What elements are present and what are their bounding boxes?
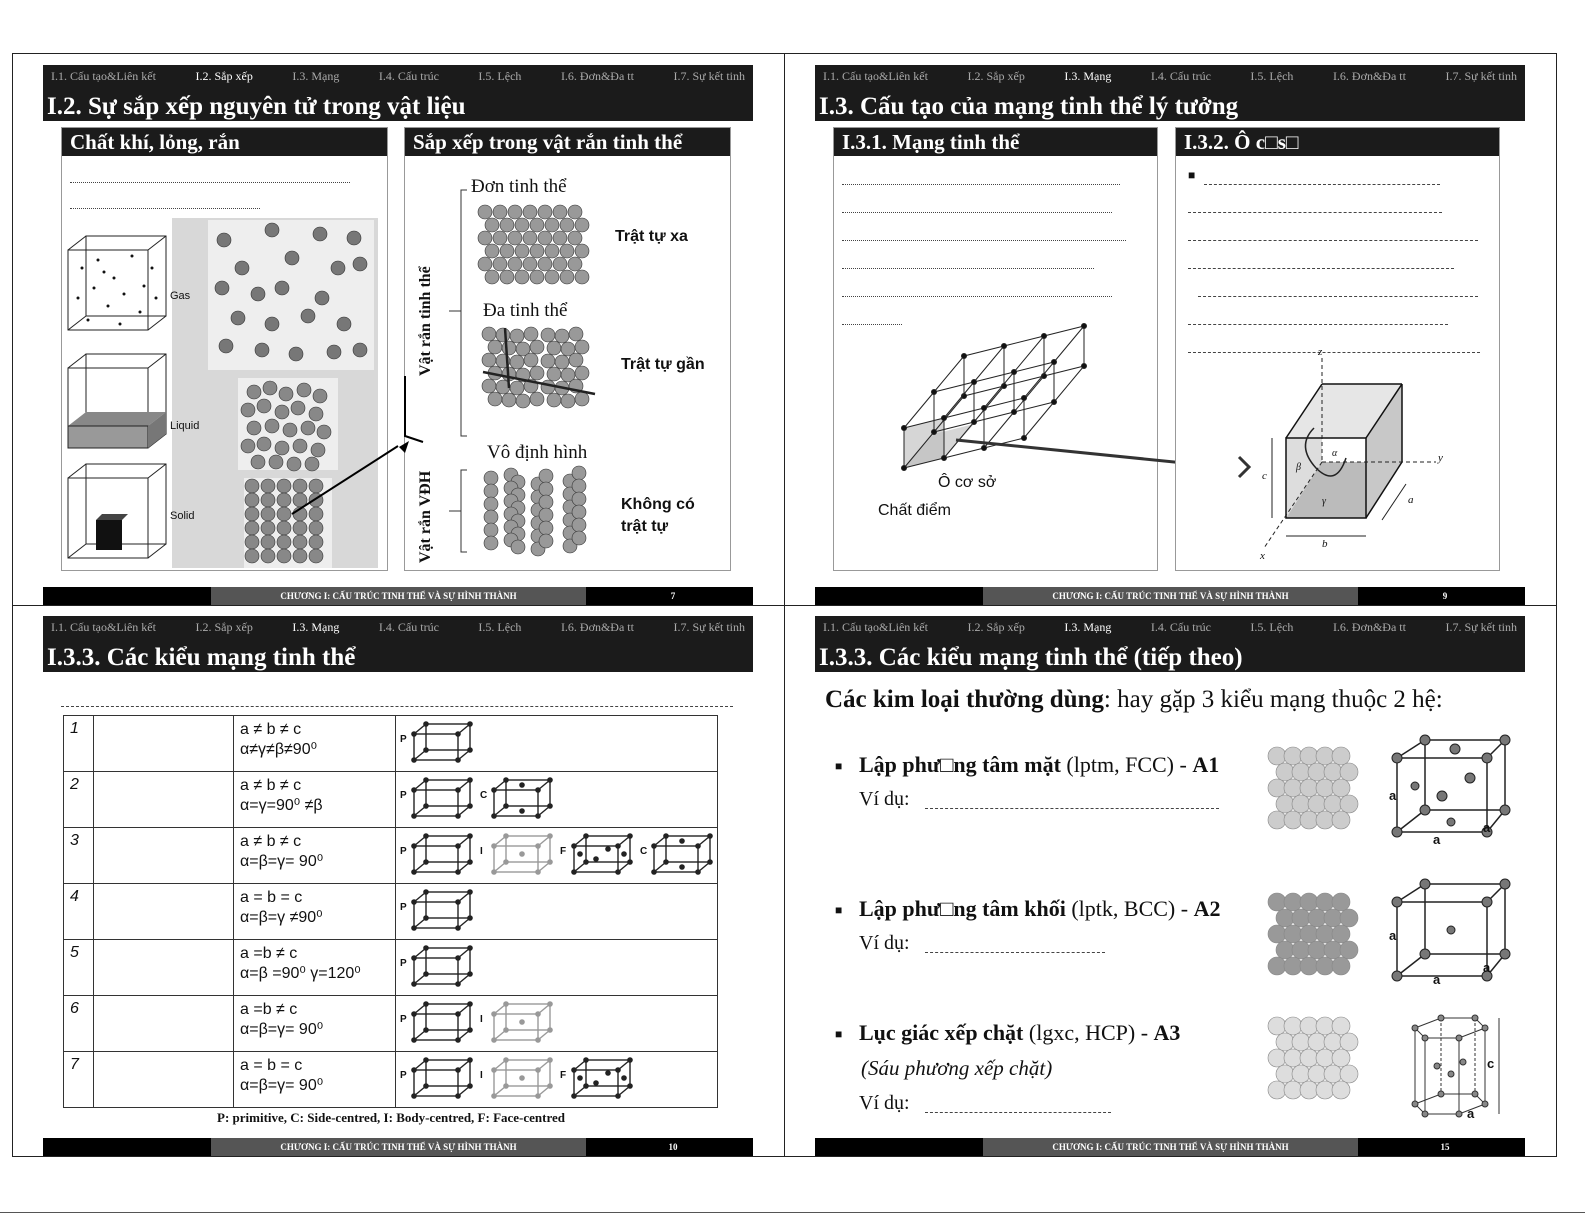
row-number: 3 [64,828,94,884]
panel-heading: Chất khí, lỏng, rắn [62,128,387,156]
system-cell [94,884,234,940]
page-number: 10 [668,1142,678,1152]
angle-label: β [1296,462,1301,473]
system-cell [94,828,234,884]
unit-cell-diagram [1176,128,1501,572]
parameters-cell [234,940,396,996]
axis-label: a [1408,494,1414,506]
unit-cell-icon [410,944,474,992]
edge-relation: a =b ≠ c [240,945,298,962]
table-row [64,772,718,828]
lattice-item: Lập phư□ng tâm mặt (lptm, FCC) - A1 [859,752,1220,777]
state-label: Gas [170,290,191,302]
lattice-item: Lập phư□ng tâm khối (lptk, BCC) - A2 [859,896,1221,921]
nav-item[interactable]: I.4. Cấu trúc [1150,619,1211,634]
system-cell [94,940,234,996]
intro-rest: : hay gặp 3 kiểu mạng thuộc 2 hệ: [1103,686,1443,713]
unit-cell-icon [570,832,634,880]
page-bottom-rule [0,1212,1585,1213]
nav-item[interactable]: I.3. Mạng [292,68,340,83]
bravais-cells-cell [396,996,718,1052]
panel-heading: I.3.1. Mạng tinh thể [834,128,1157,156]
bravais-cells-cell [396,716,718,772]
bravais-type-label: C [480,790,488,801]
crystal-panel [404,127,731,571]
bravais-type-label: C [640,846,648,857]
edge-relation: a = b = c [240,1057,303,1074]
nav-item[interactable]: I.7. Sự kết tinh [1445,619,1517,634]
lattice-systems-table [63,715,718,1108]
example-label: Ví dụ: [859,788,910,810]
state-label: Liquid [170,420,200,432]
system-cell [94,996,234,1052]
unit-cell-icon [410,1056,474,1104]
nav-item[interactable]: I.2. Sắp xếp [195,619,253,634]
axis-label: a [1433,972,1441,987]
nav-item[interactable]: I.1. Cấu tạo&Liên kết [51,68,156,83]
page-number: 7 [670,591,676,601]
table-row [64,884,718,940]
page-number: 9 [1442,591,1448,601]
axis-label: a [1467,1106,1475,1121]
angle-relation: α=β=γ= 90⁰ [240,853,324,870]
lattice-item: Lục giác xếp chặt (lgxc, HCP) - A3 [859,1020,1181,1045]
angle-relation: α≠γ≠β≠90⁰ [240,741,318,758]
panel-heading: Sắp xếp trong vật rắn tinh thể [405,128,730,156]
bravais-type-label: P [400,958,407,969]
slide-title: I.3.3. Các kiểu mạng tinh thể [43,638,753,672]
bravais-type-label: P [400,1014,407,1025]
bravais-type-label: P [400,734,407,745]
bravais-cell [400,944,476,992]
row-name: Vô định hình [487,442,588,463]
axis-label: c [1262,470,1267,482]
edge-relation: a =b ≠ c [240,1001,298,1018]
table-row [64,996,718,1052]
system-cell [94,772,234,828]
slide-title: I.2. Sự sắp xếp nguyên tử trong vật liệu [43,87,753,121]
axis-label: a [1483,960,1491,975]
bullet-icon: ■ [835,1027,843,1041]
bravais-type-label: F [560,1070,567,1081]
edge-relation: a = b = c [240,889,303,906]
unit-cell-icon [410,1000,474,1048]
nav-item[interactable]: I.6. Đơn&Đa tt [560,619,634,634]
nav-item[interactable]: I.1. Cấu tạo&Liên kết [823,619,928,634]
nav-item[interactable]: I.3. Mạng [292,619,340,634]
axis-label: y [1438,452,1443,464]
axis-label: a [1433,832,1441,847]
bravais-cells-cell [396,940,718,996]
angle-relation: α=β=γ= 90⁰ [240,1077,324,1094]
bravais-cell [560,1056,636,1104]
unit-cell-icon [490,1056,554,1104]
slide-7 [43,65,753,605]
bullet-icon: ■ [835,903,843,917]
table-legend: P: primitive, C: Side-centred, I: Body-centred, F: Face-centred [217,1110,566,1125]
axis-label: c [1487,1056,1495,1071]
angle-label: γ [1322,496,1326,507]
nav-item[interactable]: I.4. Cấu trúc [1150,68,1211,83]
bravais-type-label: P [400,1070,407,1081]
slide-9 [815,65,1525,605]
system-cell [94,716,234,772]
unit-cell-panel [1175,127,1500,571]
footer-title: CHƯƠNG I: CẤU TRÚC TINH THỂ VÀ SỰ HÌNH THÀNH [983,1138,1358,1156]
nav-item[interactable]: I.2. Sắp xếp [195,68,253,83]
page-number: 15 [1440,1142,1450,1152]
bullet-icon: ■ [1188,168,1196,182]
nav-item[interactable]: I.1. Cấu tạo&Liên kết [51,619,156,634]
bravais-cells-cell [396,1052,718,1108]
bravais-cells-cell [396,884,718,940]
order-label: trật tự [621,518,669,535]
table-row [64,828,718,884]
bravais-cell [400,720,476,768]
slide-title: I.3. Cấu tạo của mạng tinh thể lý tưởng [815,87,1525,121]
arrow-icon [1233,455,1263,485]
slide-10 [43,616,753,1156]
slide-nav [815,65,1525,87]
bravais-cells-cell [396,772,718,828]
unit-cell-icon [410,776,474,824]
unit-cell-icon [410,832,474,880]
axis-label: z [1318,346,1323,358]
bravais-type-label: I [480,1070,483,1081]
nav-item[interactable]: I.5. Lệch [478,619,522,634]
nav-item[interactable]: I.6. Đơn&Đa tt [560,68,634,83]
unit-cell-icon [490,832,554,880]
axis-label: a [1389,928,1397,943]
amorphous-side-label: Vật rắn VĐH [417,470,434,563]
dashed-rule [61,706,733,707]
bravais-cells-cell [396,828,718,884]
unit-cell-icon [410,720,474,768]
unit-cell-icon [410,888,474,936]
bravais-cell [640,832,716,880]
slide-15 [815,616,1525,1156]
row-number: 4 [64,884,94,940]
cell-label: Ô cơ sở [938,474,997,491]
unit-cell-icon [490,776,554,824]
bravais-cell [560,832,636,880]
nav-item[interactable]: I.5. Lệch [1250,68,1294,83]
bravais-type-label: I [480,846,483,857]
states-illustration [62,128,389,572]
edge-relation: a ≠ b ≠ c [240,721,302,738]
angle-relation: α=γ=90⁰ ≠β [240,797,323,814]
example-label: Ví dụ: [859,1092,910,1114]
row-name: Đơn tinh thể [471,176,567,197]
nav-item[interactable]: I.1. Cấu tạo&Liên kết [823,68,928,83]
angle-relation: α=β=γ= 90⁰ [240,1021,324,1038]
table-row [64,716,718,772]
lattice-panel [833,127,1158,571]
slide-footer [43,1138,753,1156]
crystal-side-label: Vật rắn tinh thể [417,266,434,376]
bravais-type-label: P [400,902,407,913]
example-label: Ví dụ: [859,932,910,954]
nav-item[interactable]: I.3. Mạng [1064,619,1112,634]
footer-title: CHƯƠNG I: CẤU TRÚC TINH THỂ VÀ SỰ HÌNH THÀNH [983,587,1358,605]
order-label: Trật tự gần [621,356,705,373]
structure-illustrations [815,616,1525,1156]
bravais-cell [480,832,556,880]
order-label: Không có [621,496,695,513]
nav-item[interactable]: I.7. Sự kết tinh [673,68,745,83]
angle-relation: α=β =90⁰ γ=120⁰ [240,965,361,982]
nav-item[interactable]: I.4. Cấu trúc [378,619,439,634]
edge-relation: a ≠ b ≠ c [240,777,302,794]
slide-footer [815,587,1525,605]
bravais-cell [480,1000,556,1048]
parameters-cell [234,884,396,940]
nav-item[interactable]: I.5. Lệch [478,68,522,83]
row-number: 6 [64,996,94,1052]
arrow-icon [385,439,425,479]
parameters-cell [234,1052,396,1108]
row-number: 1 [64,716,94,772]
nav-item[interactable]: I.2. Sắp xếp [967,619,1025,634]
edge-relation: a ≠ b ≠ c [240,833,302,850]
slide-nav [43,616,753,638]
nav-item[interactable]: I.7. Sự kết tinh [1445,68,1517,83]
row-number: 5 [64,940,94,996]
bravais-type-label: P [400,790,407,801]
state-label: Solid [170,510,195,522]
states-panel [61,127,388,571]
angle-label: α [1332,448,1338,459]
slide-footer [815,1138,1525,1156]
intro-bold: Các kim loại thường dùng [825,686,1104,713]
axis-label: a [1483,820,1491,835]
nav-item[interactable]: I.6. Đơn&Đa tt [1332,68,1406,83]
point-label: Chất điểm [878,502,951,519]
bravais-type-label: F [560,846,567,857]
footer-title: CHƯƠNG I: CẤU TRÚC TINH THỂ VÀ SỰ HÌNH THÀNH [211,587,586,605]
nav-item[interactable]: I.4. Cấu trúc [378,68,439,83]
item-note: (Sáu phương xếp chặt) [861,1056,1053,1080]
slide-footer [43,587,753,605]
slide-nav [43,65,753,87]
panel-heading: I.3.2. Ô c□s□ [1176,128,1499,156]
angle-relation: α=β=γ ≠90⁰ [240,909,323,926]
parameters-cell [234,828,396,884]
footer-title: CHƯƠNG I: CẤU TRÚC TINH THỂ VÀ SỰ HÌNH THÀNH [211,1138,586,1156]
bravais-cell [400,832,476,880]
horizontal-divider [12,605,1557,606]
unit-cell-icon [570,1056,634,1104]
system-cell [94,1052,234,1108]
nav-item[interactable]: I.2. Sắp xếp [967,68,1025,83]
unit-cell-icon [650,832,714,880]
nav-item[interactable]: I.3. Mạng [1064,68,1112,83]
bravais-cell [400,776,476,824]
axis-label: a [1389,788,1397,803]
bravais-cell [400,1000,476,1048]
axis-label: b [1322,538,1328,550]
row-name: Đa tinh thể [483,300,568,321]
axis-label: x [1260,550,1265,562]
bravais-cell [400,1056,476,1104]
parameters-cell [234,996,396,1052]
table-row [64,1052,718,1108]
bravais-cell [400,888,476,936]
bravais-type-label: I [480,1014,483,1025]
row-number: 2 [64,772,94,828]
bravais-cell [480,776,556,824]
unit-cell-icon [490,1000,554,1048]
parameters-cell [234,716,396,772]
bullet-icon: ■ [835,759,843,773]
table-row [64,940,718,996]
bravais-cell [480,1056,556,1104]
nav-item[interactable]: I.5. Lệch [1250,619,1294,634]
order-label: Trật tự xa [615,228,688,245]
nav-item[interactable]: I.7. Sự kết tinh [673,619,745,634]
parameters-cell [234,772,396,828]
row-number: 7 [64,1052,94,1108]
nav-item[interactable]: I.6. Đơn&Đa tt [1332,619,1406,634]
slide-title: I.3.3. Các kiểu mạng tinh thể (tiếp theo) [815,638,1525,672]
bravais-type-label: P [400,846,407,857]
